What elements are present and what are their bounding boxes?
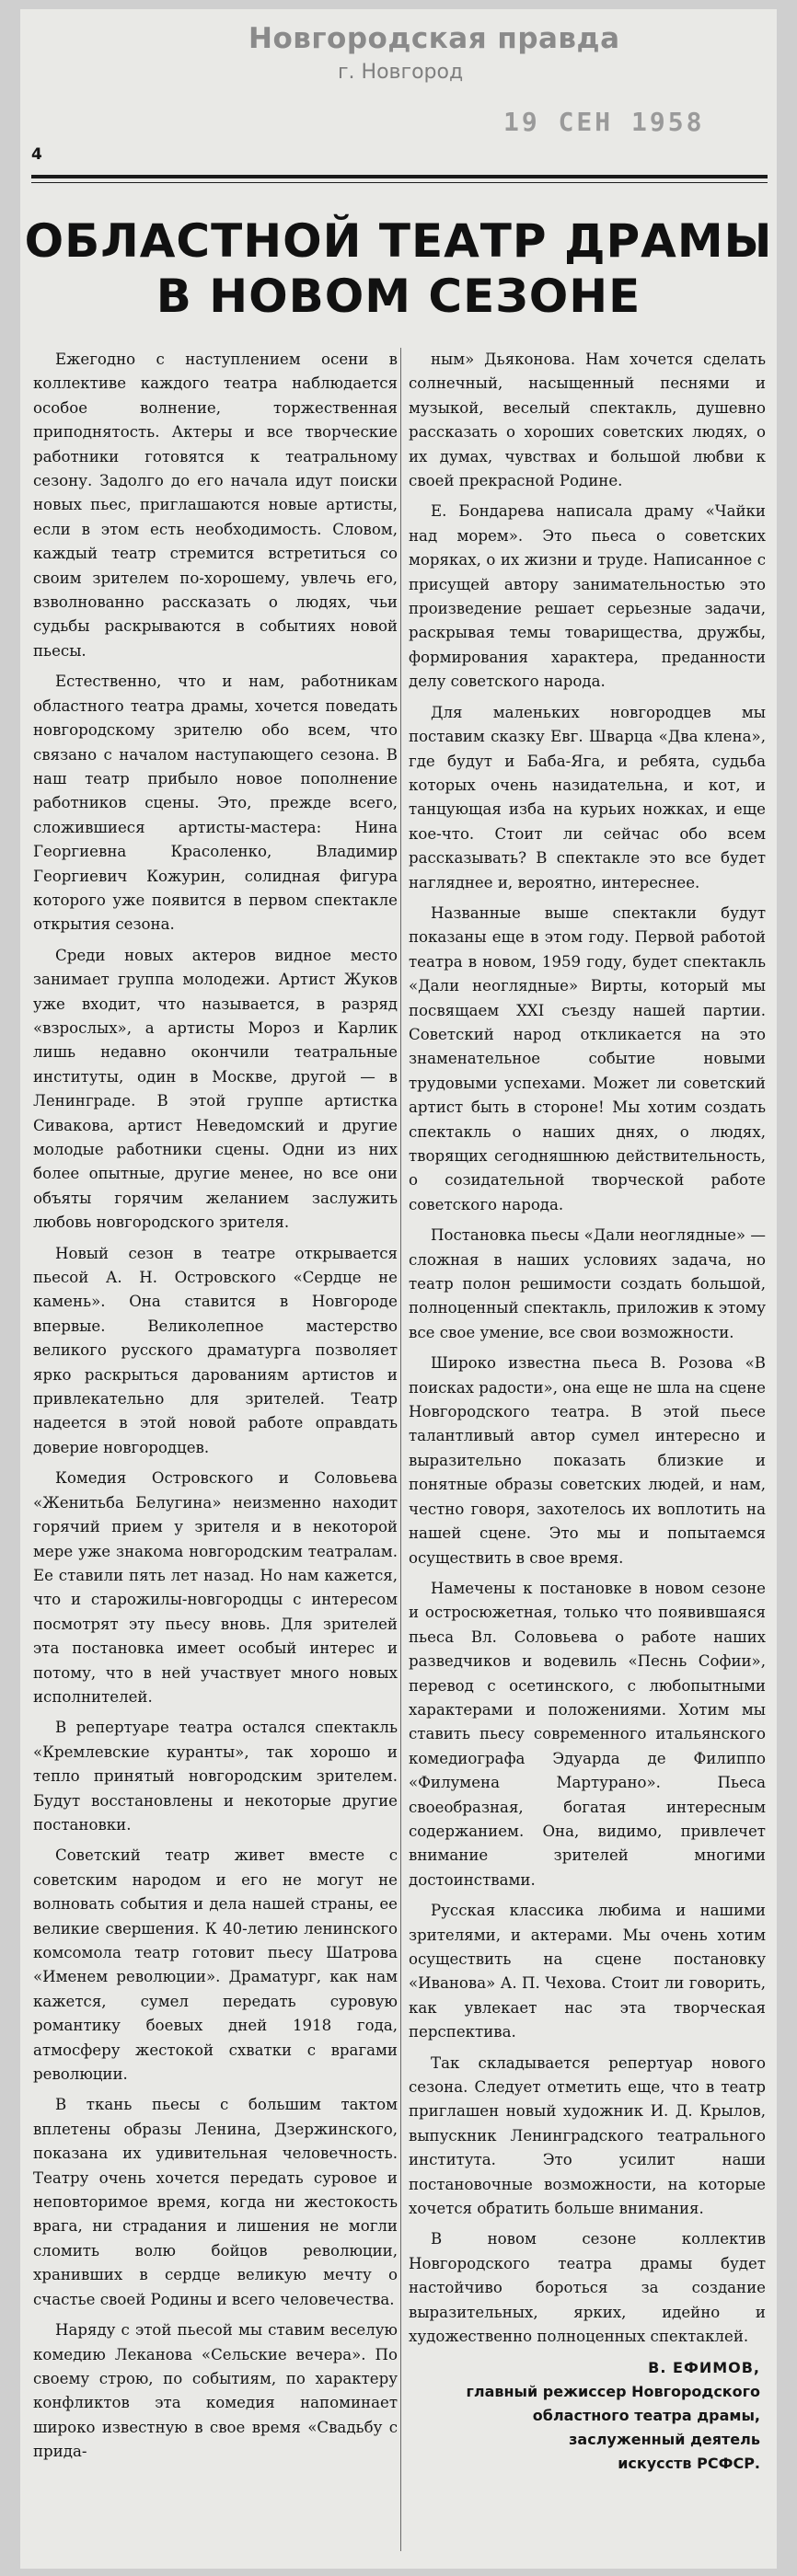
masthead (20, 9, 777, 170)
article-paragraph: Среди новых актеров видное место занимает группа молодежи. Артист Жуков уже входит, что называется, в разряд «взрослых», а артисты Мороз и Карлик лишь недавно окончили театральные институты, один в Москве, другой — в Ленинграде. В этой группе артистка Сивакова, артист Неведомский и другие молодые работники сцены. Одни из них более опытные, другие менее, но все они объяты горячим желанием заслужить любовь новгородского зрителя. (33, 946, 398, 1232)
article-paragraph: Для маленьких новгородцев мы поставим сказку Евг. Шварца «Два клена», где будут и Баба-Яга, и ребята, судьба которых очень назидательна, и кот, и танцующая изба на курьих ножках, и еще кое-что. Стоит ли сейчас обо всем рассказывать? В спектакле это все будет нагляднее и, вероятно, интереснее. (409, 703, 766, 891)
article-headline (20, 213, 777, 324)
article-paragraph: ным» Дьяконова. Нам хочется сделать солнечный, насыщенный песнями и музыкой, веселый спектакль, душевно рассказать о хороших советских людях, о их думах, чувствах и большой любви к своей прекрасной Родине. (409, 351, 766, 490)
article-paragraph: Ежегодно с наступлением осени в коллективе каждого театра наблюдается особое волнение, торжественная приподнятость. Актеры и все творческие работники готовятся к театральному сезону. Задолго до его начала идут поиски новых пьес, приглашаются новые артисты, если в этом есть необходимость. Словом, каждый театр стремится встретиться со своим зрителем по-хорошему, увлечь его, взволнованно рассказать о людях, чьи судьбы раскрываются в событиях новой пьесы. (33, 351, 398, 660)
article-paragraph: Русская классика любима и нашими зрителями, и актерами. Мы очень хотим осуществить на сцене постановку «Иванова» А. П. Чехова. Стоит ли говорить, как увлекает нас эта творческая перспектива. (409, 1902, 766, 2041)
newspaper-clipping (20, 9, 777, 2569)
author-title-line-2: областного театра драмы, (532, 2406, 760, 2424)
article-paragraph: В репертуаре театра остался спектакль «Кремлевские куранты», так хорошо и тепло принятый новгородским зрителем. Будут восстановлены и некоторые другие постановки. (33, 1719, 398, 1834)
article-paragraph: В новом сезоне коллектив Новгородского театра драмы будет настойчиво бороться за создание выразительных, ярких, идейно и художественно полноценных спектаклей. (409, 2230, 766, 2346)
date-stamp: 19 СЕН 1958 (503, 107, 705, 137)
page-number: 4 (31, 145, 42, 164)
headline-line-1: ОБЛАСТНОЙ ТЕАТР ДРАМЫ (24, 214, 773, 268)
author-title-line-4: искусств РСФСР. (618, 2454, 760, 2472)
column-divider (400, 348, 401, 2551)
headline-line-2: В НОВОМ СЕЗОНЕ (156, 270, 641, 323)
article-paragraph: Естественно, что и нам, работникам областного театра драмы, хочется поведать новгородскому зрителю обо всем, что связано с началом наступающего сезона. В наш театр прибыло новое пополнение работников сцены. Это, прежде всего, сложившиеся артисты-мастера: Нина Георгиевна Красоленко, Владимир Георгиевич Кожурин, солидная фигура которого уже появится в первом спектакле открытия сезона. (33, 673, 398, 934)
publication-city: г. Новгород (338, 61, 464, 84)
article-paragraph: Е. Бондарева написала драму «Чайки над морем». Это пьеса о советских моряках, о их жизни и труде. Написанное с присущей автору занимательностью это произведение решает серьезные задачи, раскрывая темы товарищества, дружбы, формирования характера, преданности делу советского народа. (409, 502, 766, 691)
article-paragraph: Намечены к постановке в новом сезоне и остросюжетная, только что появившаяся пьеса Вл. Соловьева о работе наших разведчиков и водевиль «Песнь Софии», перевод с осетинского, с любопытными характерами и положениями. Хотим мы ставить пьесу современного итальянского комедиографа Эдуарда де Филиппо «Филумена Мартурано». Пьеса своеобразная, богатая интересным содержанием. Она, видимо, привлечет внимание зрителей многими достоинствами. (409, 1579, 766, 1889)
author-name: В. ЕФИМОВ, (648, 2358, 760, 2376)
article-paragraph: В ткань пьесы с большим тактом вплетены образы Ленина, Дзержинского, показана их удивительная человечность. Театру очень хочется передать суровое и неповторимое время, когда ни жестокость врага, ни страдания и лишения не могли сломить волю бойцов революции, хранивших в сердце великую мечту о счастье своей Родины и всего человечества. (33, 2096, 398, 2308)
article-paragraph: Комедия Островского и Соловьева «Женитьба Белугина» неизменно находит горячий прием у зрителя и в некоторой мере уже знакома новгородским театралам. Ее ставили пять лет назад. Но нам кажется, что и старожилы-новгородцы с интересом посмотрят эту пьесу вновь. Для зрителей эта постановка имеет особый интерес и потому, что в ней участвует много новых исполнителей. (33, 1469, 398, 1706)
article-column-left (33, 348, 398, 2471)
header-rule-thin (31, 182, 768, 183)
author-title-line-1: главный режиссер Новгородского (466, 2382, 760, 2400)
article-paragraph: Советский театр живет вместе с советским народом и его не могут не волновать события и дела нашей страны, ее великие свершения. К 40-летию ленинского комсомола театр готовит пьесу Шатрова «Именем революции». Драматург, как нам кажется, сумел передать суровую романтику боевых дней 1918 года, атмосферу жестокой схватки с врагами революции. (33, 1846, 398, 2084)
article-paragraph: Наряду с этой пьесой мы ставим веселую комедию Леканова «Сельские вечера». По своему строю, по событиям, по характеру конфликтов эта комедия напоминает широко известную в свое время «Свадьбу с прида- (33, 2321, 398, 2461)
author-title-line-3: заслуженный деятель (569, 2430, 760, 2448)
article-paragraph: Названные выше спектакли будут показаны еще в этом году. Первой работой театра в новом, 1959 году, будет спектакль «Дали неоглядные» Вирты, который мы посвящаем XXI съезду нашей партии. Советский народ откликается на это знаменательное событие новыми трудовыми успехами. Может ли советский артист быть в стороне! Мы хотим создать спектакль о наших днях, о людях, творящих сегодняшнюю действительность, о созидательной творческой работе советского народа. (409, 903, 766, 1213)
publication-name: Новгородская правда (248, 22, 620, 55)
right-paragraphs (409, 348, 766, 2350)
article-paragraph: Так складывается репертуар нового сезона. Следует отметить еще, что в театр приглашен новый художник И. Д. Крылов, выпускник Ленинградского театрального института. Это усилит наши постановочные возможности, на которые хочется обратить больше внимания. (409, 2053, 766, 2218)
article-paragraph: Новый сезон в театре открывается пьесой А. Н. Островского «Сердце не камень». Она ставится в Новгороде впервые. Великолепное мастерство великого русского драматурга позволяет ярко раскрыться дарованиям артистов и привлекательно для зрителей. Театр надеется в этой новой работе оправдать доверие новгородцев. (33, 1244, 398, 1456)
article-column-right (409, 348, 766, 2476)
author-signature (409, 2356, 766, 2476)
header-rule (31, 175, 768, 178)
article-paragraph: Постановка пьесы «Дали неоглядные» — сложная в наших условиях задача, но театр полон решимости создать большой, полноценный спектакль, приложив к этому все свое умение, все свои возможности. (409, 1226, 766, 1341)
article-paragraph: Широко известна пьеса В. Розова «В поисках радости», она еще не шла на сцене Новгородского театра. В этой пьесе талантливый автор сумел интересно и выразительно показать близкие и понятные образы советских людей, и нам, честно говоря, захотелось их воплотить на нашей сцене. Это мы и попытаемся осуществить в свое время. (409, 1354, 767, 1567)
